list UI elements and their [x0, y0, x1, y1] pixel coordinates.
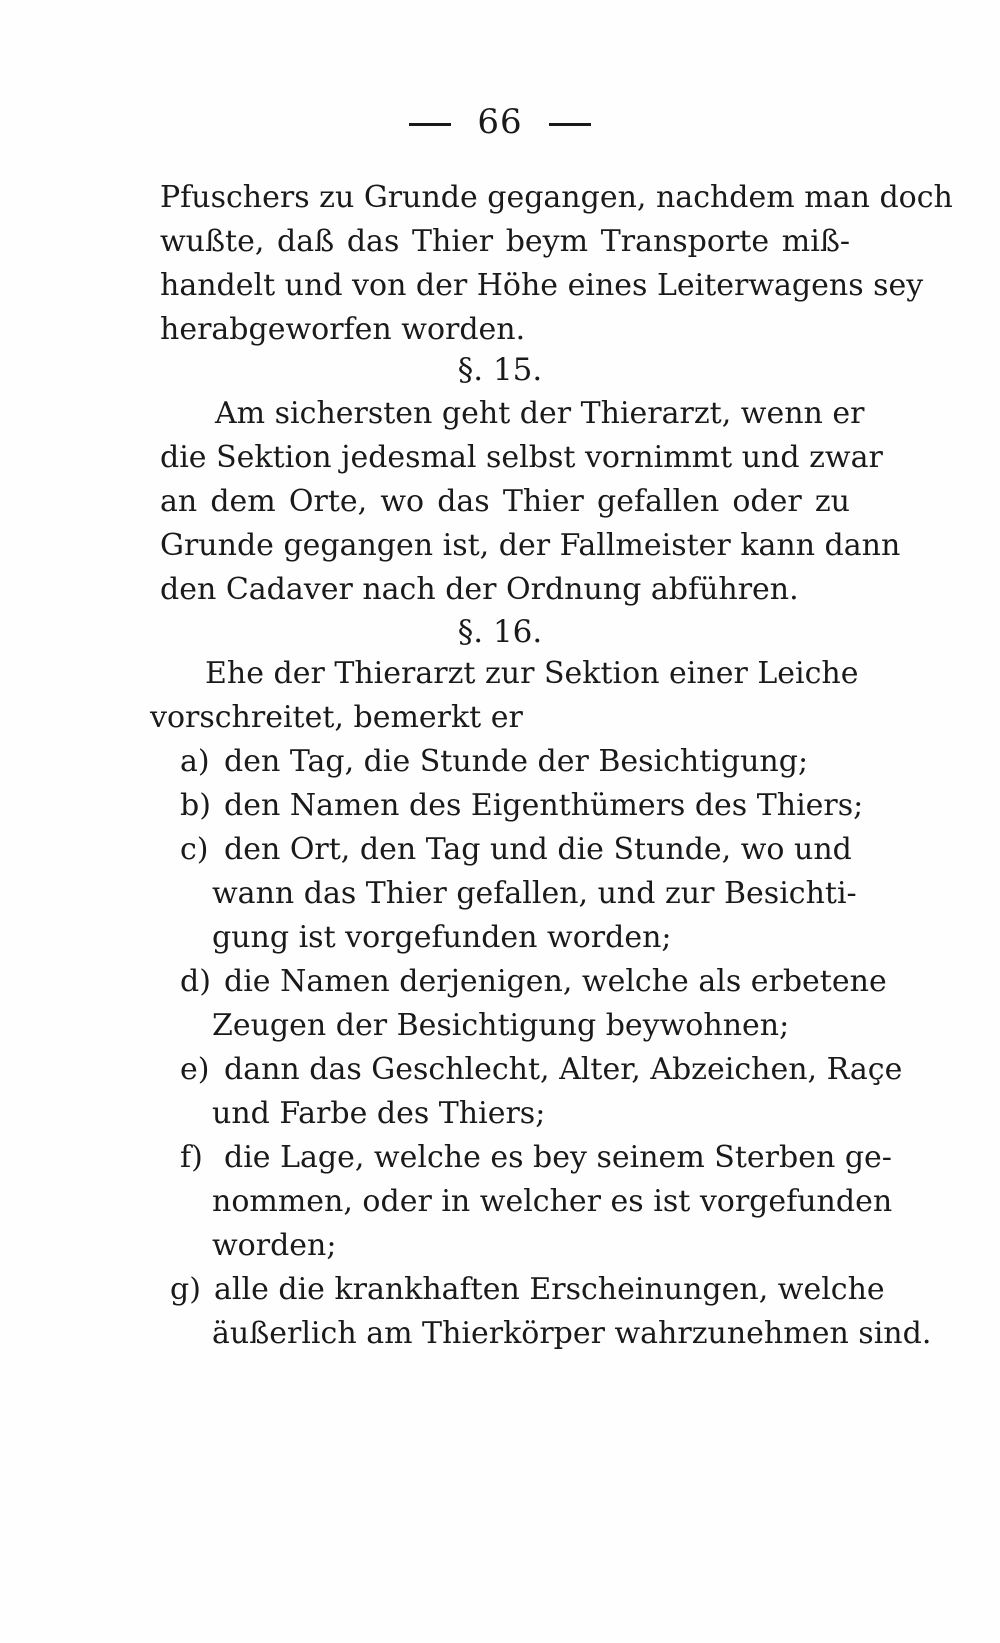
- list-item: [180, 1140, 892, 1176]
- text-line: Grunde gegangen ist, der Fallmeister kann dann: [160, 528, 901, 563]
- text-line: an dem Orte, wo das Thier gefallen oder zu: [160, 484, 850, 519]
- list-item-text: den Ort, den Tag und die Stunde, wo und: [224, 832, 852, 867]
- list-item: [170, 1272, 885, 1308]
- section-heading-16: §. 16.: [457, 614, 543, 650]
- list-item-label: b): [180, 788, 211, 823]
- list-item-text: die Lage, welche es bey seinem Sterben ge-: [224, 1140, 892, 1175]
- list-item-continuation: und Farbe des Thiers;: [212, 1096, 546, 1131]
- list-item-text: den Tag, die Stunde der Besichtigung;: [224, 744, 809, 779]
- list-item: [180, 832, 852, 868]
- text-line: Pfuschers zu Grunde gegangen, nachdem man doch: [160, 180, 953, 215]
- text-line: herabgeworfen worden.: [160, 312, 526, 347]
- list-item: [180, 1052, 902, 1088]
- list-item: [180, 964, 887, 1000]
- list-item-continuation: gung ist vorgefunden worden;: [212, 920, 672, 955]
- list-item-label: a): [180, 744, 210, 779]
- list-item-continuation: Zeugen der Besichtigung beywohnen;: [212, 1008, 790, 1043]
- list-item: [180, 744, 808, 780]
- header-dash-left: [409, 123, 451, 126]
- text-line: den Cadaver nach der Ordnung abführen.: [160, 572, 799, 607]
- list-item-label: c): [180, 832, 209, 867]
- list-item-label: f): [180, 1140, 203, 1175]
- list-item-label: e): [180, 1052, 210, 1087]
- list-item-label: g): [170, 1272, 201, 1307]
- text-line: Am sichersten geht der Thierarzt, wenn er: [215, 396, 865, 431]
- list-item-continuation: nommen, oder in welcher es ist vorgefunden: [212, 1184, 893, 1219]
- section-heading-15: §. 15.: [457, 352, 543, 388]
- list-item-text: dann das Geschlecht, Alter, Abzeichen, Raçe: [224, 1052, 903, 1087]
- page-header: [0, 102, 1000, 142]
- list-item: [180, 788, 863, 824]
- text-line: wußte, daß das Thier beym Transporte miß-: [160, 224, 850, 259]
- text-line: handelt und von der Höhe eines Leiterwagens sey: [160, 268, 924, 303]
- list-item-continuation: wann das Thier gefallen, und zur Besichti-: [212, 876, 857, 911]
- text-line: die Sektion jedesmal selbst vornimmt und zwar: [160, 440, 883, 475]
- list-item-continuation: worden;: [212, 1228, 337, 1263]
- text-line: vorschreitet, bemerkt er: [150, 700, 523, 735]
- list-item-text: den Namen des Eigenthümers des Thiers;: [224, 788, 864, 823]
- list-item-text: die Namen derjenigen, welche als erbetene: [224, 964, 887, 999]
- page-number: 66: [477, 102, 523, 142]
- list-item-label: d): [180, 964, 211, 999]
- list-item-continuation: äußerlich am Thierkörper wahrzunehmen sind.: [212, 1316, 932, 1351]
- header-dash-right: [549, 123, 591, 126]
- text-line: Ehe der Thierarzt zur Sektion einer Leiche: [205, 656, 859, 691]
- list-item-text: alle die krankhaften Erscheinungen, welche: [214, 1272, 885, 1307]
